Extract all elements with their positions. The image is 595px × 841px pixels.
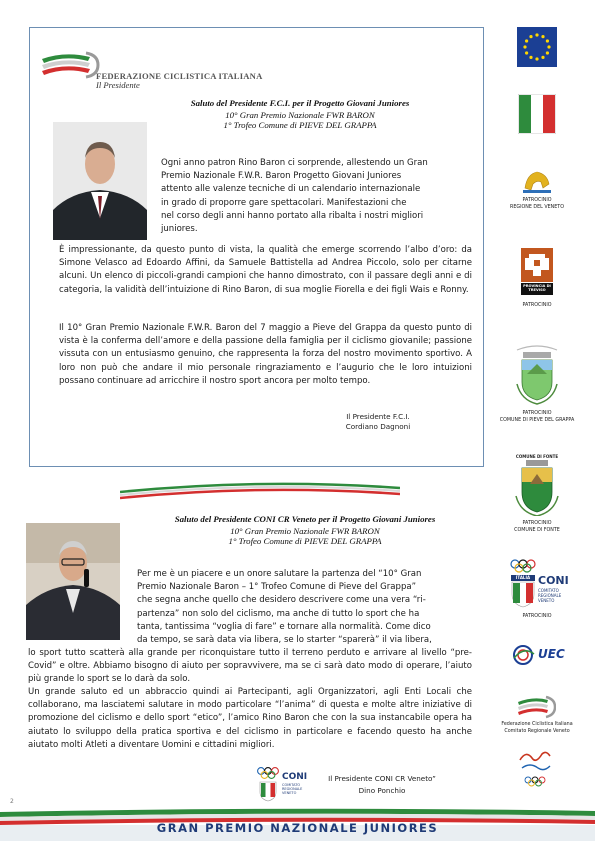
fci-president-photo (53, 122, 147, 240)
regione-caption-2: REGIONE DEL VENETO (510, 205, 564, 210)
coni-logo-subtext: COMITATO REGIONALE VENETO (282, 783, 303, 795)
fci-role: Il Presidente (96, 80, 140, 90)
section1-title: Saluto del Presidente F.C.I. per il Progetto Giovani Juniores (190, 98, 410, 108)
coni-sidebar-caption: PATROCINIO (522, 614, 552, 619)
provincia-treviso-crest-icon (521, 248, 553, 282)
section1-subtitle-1: 10° Gran Premio Nazionale FWR BARON (225, 110, 375, 120)
section2-paragraph-rest: lo sport tutto scatterà alla grande per riconquistare tutto il terreno perduto e arrivare al livello “pre-Covid” e oltre. Abbiamo bisogno di aiuto per sopravvivere, ma se ci sarà dato modo di operare, l’aiuto più grande lo sport se lo darà da solo. (28, 648, 472, 685)
regione-caption-1: PATROCINIO (522, 198, 552, 203)
regione-veneto-lion-icon (521, 166, 553, 194)
section1-line-6: juniores. (161, 224, 198, 235)
coni-olympic-rings-icon (256, 766, 280, 802)
section1-line-1: Ogni anno patron Rino Baron ci sorprende, allestendo un Gran (161, 158, 428, 168)
section2-signature-role: Il Presidente CONI CR Veneto” (328, 774, 436, 783)
section1-line-5: nel corso degli anni hanno portato alla ribalta i nostri migliori (161, 210, 424, 221)
section2-paragraph-2: Un grande saluto ed un abbraccio quindi ai Partecipanti, agli Organizzatori, agli Enti Locali che collaborano, ma lasciatemi salutare in modo particolare “l’anima” di questa e molte altre iniziative di promozione del ciclismo e dello sport “etico”, l’amico Rino Baron che con la sua instancabile opera ha aiutato lo sviluppo della pratica sportiva e del ciclismo in particolare e facendo questo ha anche aiutato molti Atleti a diventare Uomini e cittadini migliori. (28, 687, 472, 750)
section1-line-3: attento alle valenze tecniche di un calendario internazionale (161, 184, 421, 195)
tricolor-divider (120, 480, 400, 500)
fci-name: FEDERAZIONE CICLISTICA ITALIANA (96, 71, 263, 81)
script-emblem-icon (516, 748, 554, 790)
section2-line-3: che segna anche quello che desidero descrivere come una vera “ri- (137, 595, 426, 606)
section2-subtitle-1: 10° Gran Premio Nazionale FWR BARON (230, 526, 380, 536)
coni-sidebar-emblem-icon (509, 558, 537, 608)
fonte-crest-top-label: COMUNE DI FONTE (515, 454, 559, 459)
pieve-caption-2: COMUNE DI PIEVE DEL GRAPPA (499, 418, 575, 423)
section2-signature-name: Dino Ponchio (358, 786, 406, 795)
fonte-caption-2: COMUNE DI FONTE (514, 528, 560, 533)
section2-line-6: da tempo, se sarà data via libera, se lo starter “sparerà” il via libera, (137, 635, 432, 646)
section1-signature-name: Cordiano Dagnoni (345, 422, 411, 431)
section1-paragraph-2: È impressionante, da questo punto di vista, la qualità che emerge scorrendo l’albo d’oro: da Simone Velasco ad Edoardo Affini, da Samuele Battistella ad Andrea Piccolo, solo per citarne alcuni. Un elenco di piccoli-grandi campioni che hanno dimostrato, con il passare degli anni e di categoria, la validità dell’intuizione di Rino Baron, di sua moglie Fiorella e dei figli Wais e Ronny. (59, 245, 472, 295)
fci-veneto-caption-1: Federazione Ciclistica Italiana (501, 722, 573, 727)
fci-veneto-caption-2: Comitato Regionale Veneto (504, 729, 570, 734)
section1-line-2: Premio Nazionale F.W.R. Baron Progetto Giovani Juniores (161, 171, 402, 182)
uec-logo-text: UEC (538, 647, 565, 661)
section2-line-2: Premio Nazionale Baron – 1° Trofeo Comune di Pieve del Grappa” (137, 582, 417, 593)
fonte-caption-1: PATROCINIO (522, 521, 552, 526)
section1-line-4: in grado di proporre gare spettacolari. Manifestazioni che (161, 197, 407, 208)
pieve-del-grappa-crest-icon (513, 344, 561, 406)
page-number: 2 (10, 798, 14, 805)
fci-veneto-logo-icon (516, 694, 556, 720)
eu-flag-icon (517, 27, 557, 67)
coni-sidebar-subtext: COMITATO REGIONALE VENETO (538, 588, 562, 603)
footer-banner-title: GRAN PREMIO NAZIONALE JUNIORES (156, 821, 439, 835)
uec-emblem-icon (512, 644, 536, 666)
pieve-caption-1: PATROCINIO (522, 411, 552, 416)
section1-paragraph-3: Il 10° Gran Premio Nazionale F.W.R. Baron del 7 maggio a Pieve del Grappa da questo punto di vista è la conferma dell’amore e della passione della famiglia per il ciclismo giovanile; passione vissuta con un entusiasmo genuino, che rappresenta la forza del nostro movimento sportivo. A loro non può che andare il mio personale ringraziamento e l’augurio che le loro intuizioni possano continuare ad arricchire il nostro sport ancora per molto tempo. (59, 323, 472, 386)
coni-sidebar-italia: ITALIA (515, 575, 531, 580)
section2-line-1: Per me è un piacere e un onore salutare la partenza del “10° Gran (137, 569, 422, 579)
italy-flag-icon (518, 94, 556, 134)
section1-signature-role: Il Presidente F.C.I. (346, 412, 410, 421)
section2-title: Saluto del Presidente CONI CR Veneto per il Progetto Giovani Juniores (174, 514, 436, 524)
comune-di-fonte-crest-icon (514, 460, 560, 516)
provincia-caption: PATROCINIO (522, 303, 552, 308)
coni-logo-word: CONI (282, 772, 308, 782)
section2-subtitle-2: 1° Trofeo Comune di PIEVE DEL GRAPPA (228, 536, 382, 546)
fci-logo-icon (40, 49, 100, 81)
section2-line-5: tanta, tantissima “voglia di fare” e tornare alla normalità. Come dico (137, 621, 431, 632)
provincia-label: PROVINCIA DI TREVISO (521, 283, 553, 295)
coni-president-photo (26, 523, 120, 640)
section1-subtitle-2: 1° Trofeo Comune di PIEVE DEL GRAPPA (223, 120, 377, 130)
coni-sidebar-word: CONI (538, 574, 569, 587)
section2-line-4: partenza” non solo del ciclismo, ma anche di tutto lo sport che ha (137, 608, 420, 619)
